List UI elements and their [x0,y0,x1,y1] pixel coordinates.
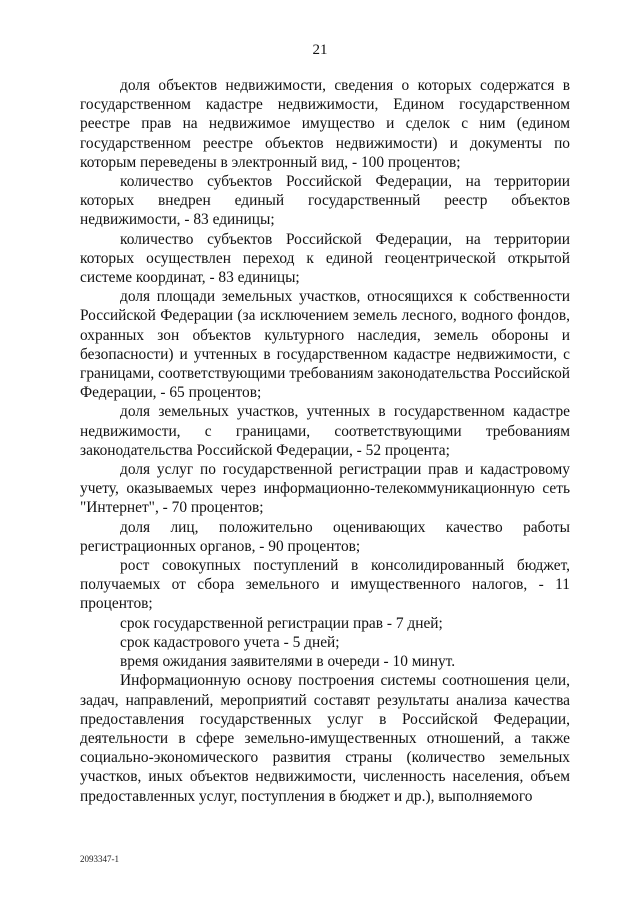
paragraph-information-basis: Информационную основу построения системы соотношения цели, задач, направлений, мероприятий составят результаты анализа качества предоставления государственных услуг в Российской Федерации, деятельности в сфере земельно-имущественных отношений, а также социально-экономического развития страны (количество земельных участков, иных объектов недвижимости, численность населения, объем предоставленных услуг, поступления в бюджет и др.), выполняемого [80,672,570,805]
paragraph-cadastral-term: срок кадастрового учета - 5 дней; [120,633,340,651]
paragraph-share-federal-land-area: доля площади земельных участков, относящихся к собственности Российской Федерации (за исключением земель лесного, водного фондов, охранных зон объектов культурного наследия, земель обороны и безопасности) и учтенных в государственном кадастре недвижимости, с границами, соответствующими требованиям законодательства Российской Федерации, - 65 процентов; [80,288,570,402]
document-body [80,76,570,806]
paragraph-share-of-digitized-records: доля объектов недвижимости, сведения о которых содержатся в государственном кадастре недвижимости, Едином государственном реестре прав на недвижимое имущество и сделок с ним (едином государственном реестре объектов недвижимости) и документы по которым переведены в электронный вид, - 100 процентов; [80,77,570,171]
paragraph-registration-term: срок государственной регистрации прав - 7 дней; [120,614,443,632]
page-number: 21 [312,42,328,58]
paragraph-share-online-services: доля услуг по государственной регистрации прав и кадастровому учету, оказываемых через информационно-телекоммуникационную сеть "Интернет", - 70 процентов; [80,461,570,517]
paragraph-regions-coordinate-system: количество субъектов Российской Федерации, на территории которых осуществлен переход к единой геоцентрической открытой системе координат, - 83 единицы; [80,230,570,287]
paragraph-share-land-plots-with-boundaries: доля земельных участков, учтенных в государственном кадастре недвижимости, с границами, соответствующими требованиям законодательства Российской Федерации, - 52 процента; [80,403,570,459]
document-code: 2093347-1 [80,854,119,864]
paragraph-share-satisfied-persons: доля лиц, положительно оценивающих качество работы регистрационных органов, - 90 процентов; [80,518,570,555]
paragraph-tax-revenue-growth: рост совокупных поступлений в консолидированный бюджет, получаемых от сбора земельного и имущественного налогов, - 11 процентов; [80,557,570,613]
paragraph-regions-unified-registry: количество субъектов Российской Федерации, на территории которых внедрен единый государственный реестр объектов недвижимости, - 83 единицы; [80,173,570,229]
paragraph-queue-wait-time: время ожидания заявителями в очереди - 10 минут. [120,653,456,671]
